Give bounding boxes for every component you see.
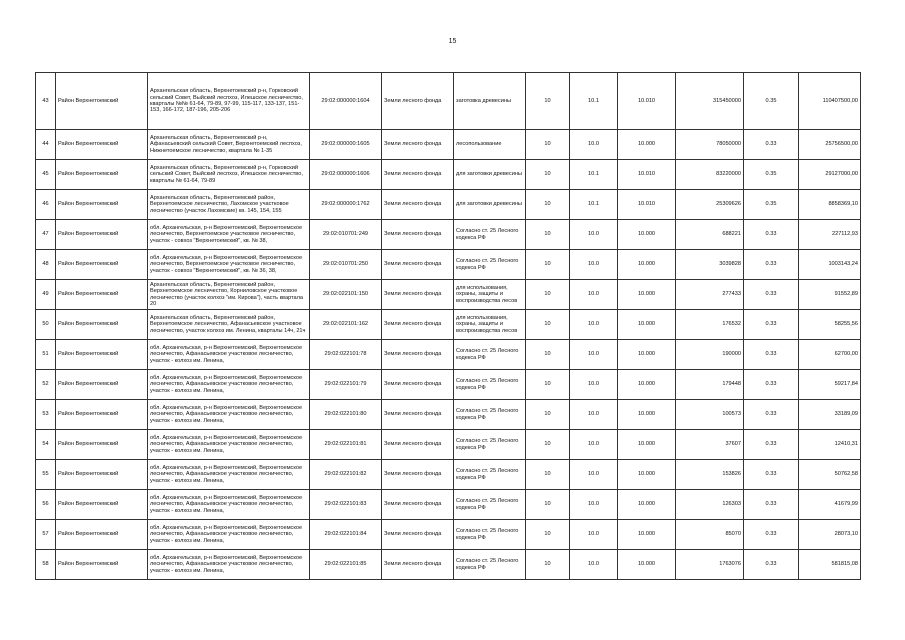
cadastral-number-cell: 29:02:022101:162 xyxy=(310,310,382,340)
subgroup-code-cell: 10.0 xyxy=(570,340,618,370)
table-row xyxy=(36,430,861,460)
tax-sum-cell: 58255,56 xyxy=(799,310,861,340)
tax-sum-cell: 91552,89 xyxy=(799,280,861,310)
row-number: 47 xyxy=(36,220,56,250)
table-row xyxy=(36,160,861,190)
table-row xyxy=(36,310,861,340)
district-cell: Район Верхнетоемский xyxy=(56,370,148,400)
land-category-cell: Земли лесного фонда xyxy=(382,520,454,550)
group-code-cell: 10 xyxy=(526,250,570,280)
district-cell: Район Верхнетоемский xyxy=(56,520,148,550)
tax-sum-cell: 110407500,00 xyxy=(799,73,861,130)
type-code-cell: 10.000 xyxy=(618,430,676,460)
row-number: 53 xyxy=(36,400,56,430)
district-cell: Район Верхнетоемский xyxy=(56,430,148,460)
land-category-cell: Земли лесного фонда xyxy=(382,73,454,130)
address-cell: Архангельская область, Верхнетоемский р-н, Афанасьевский сельский Совет, Верхнетоемский леспхоз, Нижнетоемское лесничество, квартала № 1-35 xyxy=(148,130,310,160)
tax-sum-cell: 581815,08 xyxy=(799,550,861,580)
rate-cell: 0.33 xyxy=(744,490,799,520)
address-cell: обл. Архангельская, р-н Верхнетоемский, Верхнетоемское лесничество, Афанасьевское участковое лесничество, участок - колхоз им. Ленина, xyxy=(148,430,310,460)
land-category-cell: Земли лесного фонда xyxy=(382,460,454,490)
district-cell: Район Верхнетоемский xyxy=(56,280,148,310)
cadastral-number-cell: 29:02:000000:1762 xyxy=(310,190,382,220)
district-cell: Район Верхнетоемский xyxy=(56,220,148,250)
tax-sum-cell: 28073,10 xyxy=(799,520,861,550)
cadastral-value-cell: 37607 xyxy=(676,430,744,460)
page-number: 15 xyxy=(448,38,457,45)
address-cell: обл. Архангельская, р-н Верхнетоемский, Верхнетоемское лесничество, Афанасьевское участковое лесничество, участок - колхоз им. Ленина, xyxy=(148,340,310,370)
rate-cell: 0.35 xyxy=(744,160,799,190)
cadastral-value-cell: 126303 xyxy=(676,490,744,520)
subgroup-code-cell: 10.0 xyxy=(570,520,618,550)
subgroup-code-cell: 10.0 xyxy=(570,460,618,490)
cadastral-number-cell: 29:02:000000:1606 xyxy=(310,160,382,190)
land-category-cell: Земли лесного фонда xyxy=(382,370,454,400)
row-number: 57 xyxy=(36,520,56,550)
group-code-cell: 10 xyxy=(526,130,570,160)
district-cell: Район Верхнетоемский xyxy=(56,340,148,370)
land-category-cell: Земли лесного фонда xyxy=(382,550,454,580)
group-code-cell: 10 xyxy=(526,220,570,250)
tax-sum-cell: 62700,00 xyxy=(799,340,861,370)
rate-cell: 0.33 xyxy=(744,520,799,550)
district-cell: Район Верхнетоемский xyxy=(56,190,148,220)
address-cell: Архангельская область, Верхнетоемский район, Верхнетоемское лесничество, Лахомское участковое лесничество (участок Лахомские) кв. 145, 154, 155 xyxy=(148,190,310,220)
permitted-use-cell: Согласно ст. 25 Лесного кодекса РФ xyxy=(454,430,526,460)
rate-cell: 0.33 xyxy=(744,430,799,460)
group-code-cell: 10 xyxy=(526,460,570,490)
row-number: 43 xyxy=(36,73,56,130)
address-cell: обл. Архангельская, р-н Верхнетоемский, Верхнетоемское лесничество, Верхнетоемское участковое лесничество, участок - совхоз "Верхнетоемский", кв. № 38, xyxy=(148,220,310,250)
type-code-cell: 10.000 xyxy=(618,310,676,340)
permitted-use-cell: Согласно ст. 25 Лесного кодекса РФ xyxy=(454,460,526,490)
address-cell: обл. Архангельская, р-н Верхнетоемский, Верхнетоемское лесничество, Афанасьевское участковое лесничество, участок - колхоз им. Ленина, xyxy=(148,460,310,490)
cadastral-value-cell: 179448 xyxy=(676,370,744,400)
address-cell: обл. Архангельская, р-н Верхнетоемский, Верхнетоемское лесничество, Афанасьевское участковое лесничество, участок - колхоз им. Ленина, xyxy=(148,370,310,400)
district-cell: Район Верхнетоемский xyxy=(56,490,148,520)
type-code-cell: 10.000 xyxy=(618,340,676,370)
type-code-cell: 10.000 xyxy=(618,550,676,580)
table-row xyxy=(36,340,861,370)
subgroup-code-cell: 10.0 xyxy=(570,550,618,580)
cadastral-number-cell: 29:02:022101:79 xyxy=(310,370,382,400)
group-code-cell: 10 xyxy=(526,160,570,190)
address-cell: обл. Архангельская, р-н Верхнетоемский, Верхнетоемское лесничество, Афанасьевское участковое лесничество, участок - колхоз им. Ленина, xyxy=(148,490,310,520)
address-cell: обл. Архангельская, р-н Верхнетоемский, Верхнетоемское лесничество, Афанасьевское участковое лесничество, участок - колхоз им. Ленина, xyxy=(148,520,310,550)
cadastral-value-cell: 3039828 xyxy=(676,250,744,280)
land-category-cell: Земли лесного фонда xyxy=(382,310,454,340)
address-cell: обл. Архангельская, р-н Верхнетоемский, Верхнетоемское лесничество, Афанасьевское участковое лесничество, участок - колхоз им. Ленина, xyxy=(148,550,310,580)
row-number: 54 xyxy=(36,430,56,460)
row-number: 50 xyxy=(36,310,56,340)
cadastral-value-cell: 85070 xyxy=(676,520,744,550)
row-number: 52 xyxy=(36,370,56,400)
land-category-cell: Земли лесного фонда xyxy=(382,340,454,370)
tax-sum-cell: 12410,31 xyxy=(799,430,861,460)
table-row xyxy=(36,280,861,310)
address-cell: Архангельская область, Верхнетоемский район, Верхнетоемское лесничество, Корниловское участковое лесничество (участок колхоз "им. Кирова"), часть квартала 20 xyxy=(148,280,310,310)
tax-sum-cell: 50762,58 xyxy=(799,460,861,490)
permitted-use-cell: для заготовки древесины xyxy=(454,190,526,220)
district-cell: Район Верхнетоемский xyxy=(56,160,148,190)
district-cell: Район Верхнетоемский xyxy=(56,400,148,430)
type-code-cell: 10.000 xyxy=(618,130,676,160)
type-code-cell: 10.010 xyxy=(618,160,676,190)
subgroup-code-cell: 10.1 xyxy=(570,73,618,130)
type-code-cell: 10.010 xyxy=(618,190,676,220)
cadastral-number-cell: 29:02:000000:1605 xyxy=(310,130,382,160)
row-number: 48 xyxy=(36,250,56,280)
row-number: 56 xyxy=(36,490,56,520)
permitted-use-cell: Согласно ст. 25 Лесного кодекса РФ xyxy=(454,340,526,370)
subgroup-code-cell: 10.0 xyxy=(570,220,618,250)
rate-cell: 0.33 xyxy=(744,550,799,580)
cadastral-number-cell: 29:02:010701:250 xyxy=(310,250,382,280)
land-category-cell: Земли лесного фонда xyxy=(382,490,454,520)
cadastral-number-cell: 29:02:022101:150 xyxy=(310,280,382,310)
permitted-use-cell: Согласно ст. 25 Лесного кодекса РФ xyxy=(454,250,526,280)
land-category-cell: Земли лесного фонда xyxy=(382,160,454,190)
tax-sum-cell: 29127000,00 xyxy=(799,160,861,190)
table-row xyxy=(36,220,861,250)
group-code-cell: 10 xyxy=(526,550,570,580)
permitted-use-cell: Согласно ст. 25 Лесного кодекса РФ xyxy=(454,550,526,580)
permitted-use-cell: Согласно ст. 25 Лесного кодекса РФ xyxy=(454,220,526,250)
type-code-cell: 10.000 xyxy=(618,250,676,280)
district-cell: Район Верхнетоемский xyxy=(56,460,148,490)
permitted-use-cell: заготовка древесины xyxy=(454,73,526,130)
cadastral-number-cell: 29:02:022101:80 xyxy=(310,400,382,430)
land-category-cell: Земли лесного фонда xyxy=(382,250,454,280)
cadastral-number-cell: 29:02:022101:85 xyxy=(310,550,382,580)
subgroup-code-cell: 10.0 xyxy=(570,400,618,430)
permitted-use-cell: для использования, охраны, защиты и воспроизводства лесов xyxy=(454,310,526,340)
cadastral-value-cell: 315450000 xyxy=(676,73,744,130)
table-row xyxy=(36,250,861,280)
type-code-cell: 10.000 xyxy=(618,490,676,520)
table-row xyxy=(36,460,861,490)
group-code-cell: 10 xyxy=(526,310,570,340)
cadastral-number-cell: 29:02:022101:84 xyxy=(310,520,382,550)
subgroup-code-cell: 10.1 xyxy=(570,160,618,190)
district-cell: Район Верхнетоемский xyxy=(56,73,148,130)
subgroup-code-cell: 10.0 xyxy=(570,490,618,520)
rate-cell: 0.33 xyxy=(744,250,799,280)
cadastral-value-cell: 25309626 xyxy=(676,190,744,220)
rate-cell: 0.33 xyxy=(744,370,799,400)
tax-sum-cell: 59217,84 xyxy=(799,370,861,400)
land-category-cell: Земли лесного фонда xyxy=(382,220,454,250)
type-code-cell: 10.010 xyxy=(618,73,676,130)
cadastral-number-cell: 29:02:022101:81 xyxy=(310,430,382,460)
row-number: 55 xyxy=(36,460,56,490)
address-cell: Архангельская область, Верхнетоемский р-н, Горковский сельский Совет, Выйский леспхоз, Илешское лесничество, кварталы №№ 61-64, 79-89, 97-99, 115-117, 133-137, 151-153, 166-172, 187-196, 205-206 xyxy=(148,73,310,130)
tax-sum-cell: 41679,99 xyxy=(799,490,861,520)
cadastral-number-cell: 29:02:022101:83 xyxy=(310,490,382,520)
address-cell: Архангельская область, Верхнетоемский р-н, Горковский сельский Совет, Выйский леспхоз, Илешское лесничество, кварталы № 61-64, 79-89 xyxy=(148,160,310,190)
row-number: 46 xyxy=(36,190,56,220)
permitted-use-cell: Согласно ст. 25 Лесного кодекса РФ xyxy=(454,400,526,430)
group-code-cell: 10 xyxy=(526,370,570,400)
rate-cell: 0.33 xyxy=(744,130,799,160)
cadastral-number-cell: 29:02:010701:249 xyxy=(310,220,382,250)
rate-cell: 0.33 xyxy=(744,310,799,340)
cadastral-number-cell: 29:02:000000:1604 xyxy=(310,73,382,130)
rate-cell: 0.35 xyxy=(744,190,799,220)
row-number: 44 xyxy=(36,130,56,160)
row-number: 51 xyxy=(36,340,56,370)
permitted-use-cell: Согласно ст. 25 Лесного кодекса РФ xyxy=(454,520,526,550)
cadastral-value-cell: 78050000 xyxy=(676,130,744,160)
district-cell: Район Верхнетоемский xyxy=(56,550,148,580)
rate-cell: 0.33 xyxy=(744,220,799,250)
rate-cell: 0.33 xyxy=(744,460,799,490)
land-category-cell: Земли лесного фонда xyxy=(382,130,454,160)
address-cell: Архангельская область, Верхнетоемский район, Верхнетоемское лесничество, Афанасьевское участковое лесничество, участок колхоз им. Ленина, кварталы 14ч, 21ч xyxy=(148,310,310,340)
cadastral-number-cell: 29:02:022101:78 xyxy=(310,340,382,370)
tax-sum-cell: 8858369,10 xyxy=(799,190,861,220)
cadastral-number-cell: 29:02:022101:82 xyxy=(310,460,382,490)
type-code-cell: 10.000 xyxy=(618,280,676,310)
tax-sum-cell: 1003143,24 xyxy=(799,250,861,280)
table-row xyxy=(36,370,861,400)
subgroup-code-cell: 10.0 xyxy=(570,130,618,160)
type-code-cell: 10.000 xyxy=(618,400,676,430)
table-row xyxy=(36,190,861,220)
cadastral-value-cell: 100573 xyxy=(676,400,744,430)
district-cell: Район Верхнетоемский xyxy=(56,310,148,340)
cadastral-value-cell: 190000 xyxy=(676,340,744,370)
subgroup-code-cell: 10.0 xyxy=(570,280,618,310)
subgroup-code-cell: 10.0 xyxy=(570,430,618,460)
rate-cell: 0.33 xyxy=(744,400,799,430)
group-code-cell: 10 xyxy=(526,520,570,550)
type-code-cell: 10.000 xyxy=(618,460,676,490)
type-code-cell: 10.000 xyxy=(618,220,676,250)
permitted-use-cell: Согласно ст. 25 Лесного кодекса РФ xyxy=(454,370,526,400)
group-code-cell: 10 xyxy=(526,190,570,220)
address-cell: обл. Архангельская, р-н Верхнетоемский, Верхнетоемское лесничество, Верхнетоемское участковое лесничество, участок - совхоз "Верхнетоемский", кв. № 36, 38, xyxy=(148,250,310,280)
permitted-use-cell: для заготовки древесины xyxy=(454,160,526,190)
cadastral-value-table xyxy=(35,72,861,580)
tax-sum-cell: 33189,09 xyxy=(799,400,861,430)
rate-cell: 0.35 xyxy=(744,73,799,130)
land-category-cell: Земли лесного фонда xyxy=(382,190,454,220)
table-row xyxy=(36,520,861,550)
table-row xyxy=(36,490,861,520)
permitted-use-cell: для использования, охраны, защиты и воспроизводства лесов xyxy=(454,280,526,310)
address-cell: обл. Архангельская, р-н Верхнетоемский, Верхнетоемское лесничество, Афанасьевское участковое лесничество, участок - колхоз им. Ленина, xyxy=(148,400,310,430)
group-code-cell: 10 xyxy=(526,400,570,430)
land-category-cell: Земли лесного фонда xyxy=(382,430,454,460)
cadastral-value-cell: 277433 xyxy=(676,280,744,310)
type-code-cell: 10.000 xyxy=(618,370,676,400)
row-number: 58 xyxy=(36,550,56,580)
group-code-cell: 10 xyxy=(526,340,570,370)
row-number: 45 xyxy=(36,160,56,190)
subgroup-code-cell: 10.0 xyxy=(570,250,618,280)
district-cell: Район Верхнетоемский xyxy=(56,130,148,160)
land-category-cell: Земли лесного фонда xyxy=(382,400,454,430)
tax-sum-cell: 227112,93 xyxy=(799,220,861,250)
rate-cell: 0.33 xyxy=(744,280,799,310)
type-code-cell: 10.000 xyxy=(618,520,676,550)
cadastral-value-cell: 176532 xyxy=(676,310,744,340)
subgroup-code-cell: 10.0 xyxy=(570,310,618,340)
subgroup-code-cell: 10.0 xyxy=(570,370,618,400)
rate-cell: 0.33 xyxy=(744,340,799,370)
group-code-cell: 10 xyxy=(526,280,570,310)
cadastral-value-cell: 83220000 xyxy=(676,160,744,190)
cadastral-value-cell: 1763076 xyxy=(676,550,744,580)
cadastral-value-cell: 153826 xyxy=(676,460,744,490)
group-code-cell: 10 xyxy=(526,73,570,130)
subgroup-code-cell: 10.1 xyxy=(570,190,618,220)
group-code-cell: 10 xyxy=(526,490,570,520)
district-cell: Район Верхнетоемский xyxy=(56,250,148,280)
row-number: 49 xyxy=(36,280,56,310)
group-code-cell: 10 xyxy=(526,430,570,460)
table-row xyxy=(36,130,861,160)
cadastral-value-cell: 688221 xyxy=(676,220,744,250)
land-category-cell: Земли лесного фонда xyxy=(382,280,454,310)
table-row xyxy=(36,73,861,130)
table-row xyxy=(36,400,861,430)
permitted-use-cell: Согласно ст. 25 Лесного кодекса РФ xyxy=(454,490,526,520)
tax-sum-cell: 25756500,00 xyxy=(799,130,861,160)
table-row xyxy=(36,550,861,580)
permitted-use-cell: лесопользование xyxy=(454,130,526,160)
